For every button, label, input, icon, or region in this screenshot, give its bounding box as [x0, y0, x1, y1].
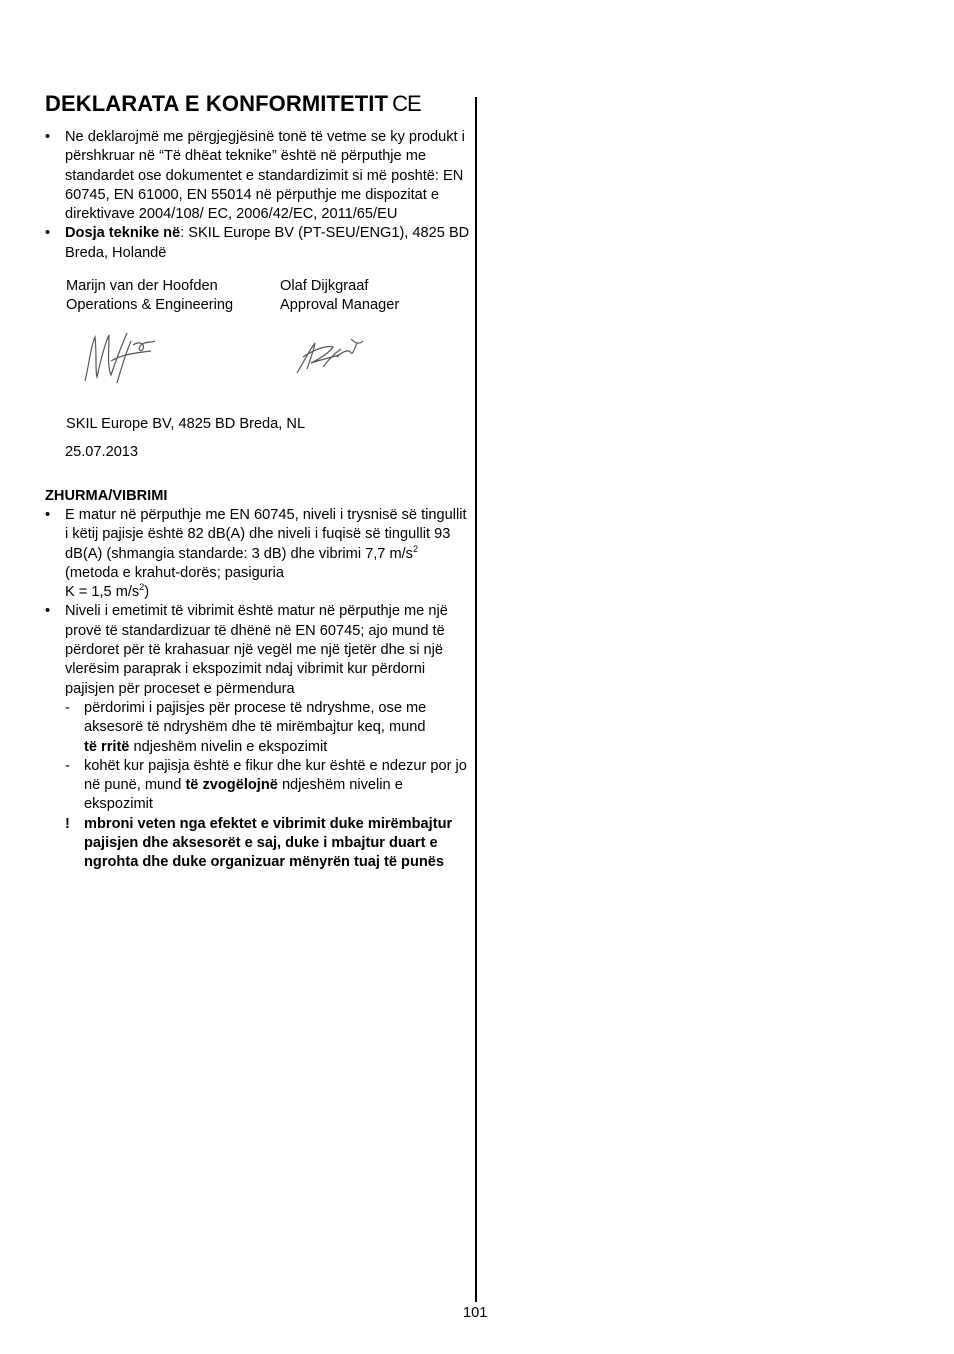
signer-2-name: Olaf Dijkgraaf — [280, 278, 369, 295]
warning-icon: ! — [65, 815, 70, 832]
warning-item — [45, 815, 470, 873]
noise-vibration-heading: ZHURMA/VIBRIMI — [45, 487, 168, 504]
noise-bullet-2 — [45, 602, 470, 698]
ce-mark-icon: CE — [392, 91, 421, 116]
declaration-text: Ne deklarojmë me përgjegjësinë tonë të vetme se ky produkt i përshkruar në “Të dhëat teknike” është në përputhje me standardet ose dokumentet e standardizimit si më poshtë: EN 60745, EN 61000, EN 55014 në përputhje me dispozitat e direktivave 2004/108/ EC, 2006/42/EC, 2011/65/EU — [65, 129, 465, 223]
sub-item-1-text: përdorimi i pajisjes për procese të ndryshme, ose me aksesorë të ndryshëm dhe të mirëmbajtur keq, mund — [84, 699, 427, 736]
declaration-title — [45, 90, 470, 118]
noise-text-c: K = 1,5 m/s — [65, 584, 140, 601]
signature-block — [45, 277, 470, 415]
superscript: 2 — [412, 543, 418, 554]
sub-item-1-text-end: ndjeshëm nivelin e ekspozimit — [129, 738, 328, 755]
sub-item-1-bold: të rritë — [84, 738, 130, 755]
superscript: 2 — [139, 582, 145, 593]
signer-1-name: Marijn van der Hoofden — [66, 278, 218, 295]
bullet-icon: • — [45, 129, 51, 145]
signer-2 — [280, 277, 399, 316]
declaration-bullet-1 — [45, 128, 470, 224]
sub-item-1 — [45, 699, 470, 757]
warning-text: mbroni veten nga efektet e vibrimit duke mirëmbajtur pajisjen dhe aksesorët e saj, duke i mbajtur duart e ngrohta dhe duke organizuar mënyrën tuaj të punës — [84, 815, 453, 871]
technical-file-label: Dosja teknike në — [65, 225, 181, 242]
sub-item-2 — [45, 757, 470, 815]
bullet-icon: • — [45, 506, 51, 523]
signature-2-icon — [293, 333, 365, 377]
signer-1 — [66, 277, 233, 316]
signature-1-icon — [81, 325, 161, 389]
noise-bullet-1 — [45, 506, 470, 602]
declaration-title-text: DEKLARATA E KONFORMITETIT — [45, 91, 389, 116]
dash-icon: - — [65, 699, 70, 716]
technical-file-address: : SKIL Europe BV (PT-SEU/ENG1), 4825 BD Breda, Holandë — [65, 225, 470, 261]
vibration-emission-text: Niveli i emetimit të vibrimit është matur në përputhje me një provë të standardizuar të dhënë në EN 60745; ajo mund të përdoret për të krahasuar një vegël me një tjetër dhe si një vlerësim paraprak i ekspozimit ndaj vibrimit kur përdorni pajisjen për proceset e përmendura — [65, 603, 448, 697]
signer-1-title: Operations & Engineering — [66, 297, 234, 314]
dash-icon: - — [65, 757, 70, 774]
bullet-icon: • — [45, 603, 51, 620]
bullet-icon: • — [45, 225, 51, 242]
noise-text-d: ) — [144, 584, 150, 601]
column-divider — [475, 97, 477, 1302]
page-number: 101 — [463, 1305, 488, 1321]
signer-2-title: Approval Manager — [280, 297, 400, 314]
company-address: SKIL Europe BV, 4825 BD Breda, NL — [66, 416, 306, 433]
declaration-bullet-2 — [45, 224, 470, 263]
noise-text-a: E matur në përputhje me EN 60745, niveli i trysnisë së tingullit i këtij pajisje është 82 dB(A) dhe niveli i fuqisë së tingullit 93 dB(A) (shmangia standarde: 3 dB) dhe vibrimi 7,7 m/s — [65, 506, 467, 562]
sub-item-2-text: kohët kur pajisja është e fikur dhe kur është e ndezur por jo në punë, mund — [84, 757, 467, 794]
sub-item-2-text-end: ndjeshëm nivelin e ekspozimit — [84, 777, 403, 813]
declaration-date: 25.07.2013 — [65, 444, 139, 461]
noise-text-b: (metoda e krahut-dorës; pasiguria — [65, 564, 285, 581]
sub-item-2-bold: të zvogëlojnë — [185, 777, 278, 794]
left-column — [45, 90, 470, 873]
